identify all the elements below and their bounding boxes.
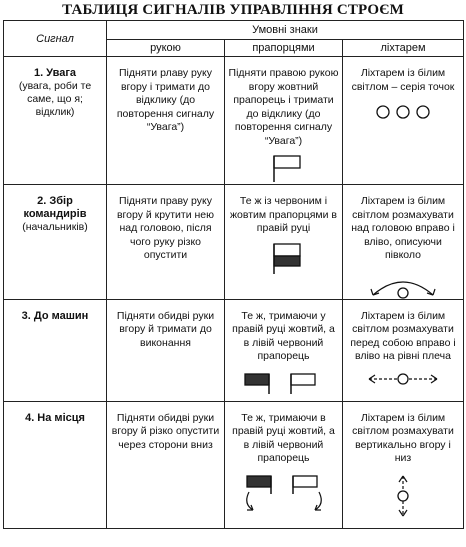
header-conventional-signs: Умовні знаки bbox=[107, 21, 464, 40]
table-row bbox=[4, 185, 464, 300]
flags-cell bbox=[225, 185, 343, 300]
signal-name: 1. Увага bbox=[33, 67, 77, 79]
signal-name: 2. Збір командирів bbox=[23, 195, 87, 220]
table-row bbox=[4, 401, 464, 528]
lantern-text: Ліхтарем із білим світлом розмахувати вертикально вгору і низ bbox=[352, 411, 454, 464]
semicircle-swing-icon bbox=[363, 269, 443, 299]
flags-cell bbox=[225, 57, 343, 185]
flags-cell bbox=[225, 299, 343, 401]
header-row bbox=[4, 21, 464, 40]
vertical-swing-icon bbox=[388, 472, 418, 520]
signal-cell bbox=[4, 185, 107, 300]
hand-cell bbox=[107, 401, 225, 528]
table-row bbox=[4, 299, 464, 401]
signal-cell bbox=[4, 57, 107, 185]
signal-name: 3. До машин bbox=[21, 309, 89, 322]
header-signal: Сигнал bbox=[4, 21, 107, 57]
yellow-flag-icon bbox=[254, 154, 314, 184]
lantern-cell bbox=[343, 185, 464, 300]
table-row bbox=[4, 57, 464, 185]
header-by-flags: прапорцями bbox=[225, 40, 343, 57]
hand-text: Підняти рлаву руку вгору і тримати до відклику (до повторення сигналу “Увага”) bbox=[116, 67, 215, 133]
signals-table bbox=[3, 20, 464, 529]
flags-text: Те ж, тримаючи у правій руці жовтий, а в лівій червоний прапорець bbox=[232, 309, 335, 362]
hand-text: Підняти праву руку вгору й крутити нею над головою, після чого руку різко опустити bbox=[116, 195, 215, 261]
red-yellow-flags-icon bbox=[254, 242, 314, 276]
signal-cell bbox=[4, 401, 107, 528]
hand-text: Підняти обидві руки вгору й різко опустити через сторони вниз bbox=[111, 411, 220, 451]
horizontal-swing-icon bbox=[363, 370, 443, 388]
lantern-text: Ліхтарем із білим світлом – серія точок bbox=[351, 67, 455, 93]
hand-cell bbox=[107, 185, 225, 300]
lantern-text: Ліхтарем із білим світлом розмахувати перед собою вправо і вліво на рівні плеча bbox=[350, 309, 456, 362]
hand-text: Підняти обидві руки вгору й тримати до виконання bbox=[116, 309, 215, 349]
page-title: ТАБЛИЦЯ СИГНАЛІВ УПРАВЛІННЯ СТРОЄМ bbox=[62, 2, 404, 18]
flags-cell bbox=[225, 401, 343, 528]
lantern-cell bbox=[343, 299, 464, 401]
signal-cell bbox=[4, 299, 107, 401]
header-by-hand: рукою bbox=[107, 40, 225, 57]
signal-note: (увага, роби те саме, що я; відклик) bbox=[18, 80, 92, 118]
header-by-lantern: ліхтарем bbox=[343, 40, 464, 57]
flags-text: Те ж, тримаючи в правій руці жовтий, а в лівій червоний прапорець bbox=[232, 411, 335, 464]
signal-name: 4. На місця bbox=[25, 411, 85, 424]
flags-text: Підняти правою рукою вгору жовтний прапорець і тримати до відклику (до повторення сигналу “Увага”) bbox=[228, 67, 339, 147]
lantern-cell bbox=[343, 401, 464, 528]
two-flags-icon bbox=[239, 370, 329, 396]
hand-cell bbox=[107, 299, 225, 401]
lantern-text: Ліхтарем із білим світлом розмахувати над головою вправо і вліво, описуючи півколо bbox=[351, 195, 455, 261]
lantern-cell bbox=[343, 57, 464, 185]
signal-note: (начальників) bbox=[22, 221, 88, 233]
dot-series-icon bbox=[368, 100, 438, 124]
flags-lowering-icon bbox=[239, 472, 329, 512]
flags-text: Те ж із червоним і жовтим прапорцями в правій руці bbox=[229, 195, 338, 234]
hand-cell bbox=[107, 57, 225, 185]
